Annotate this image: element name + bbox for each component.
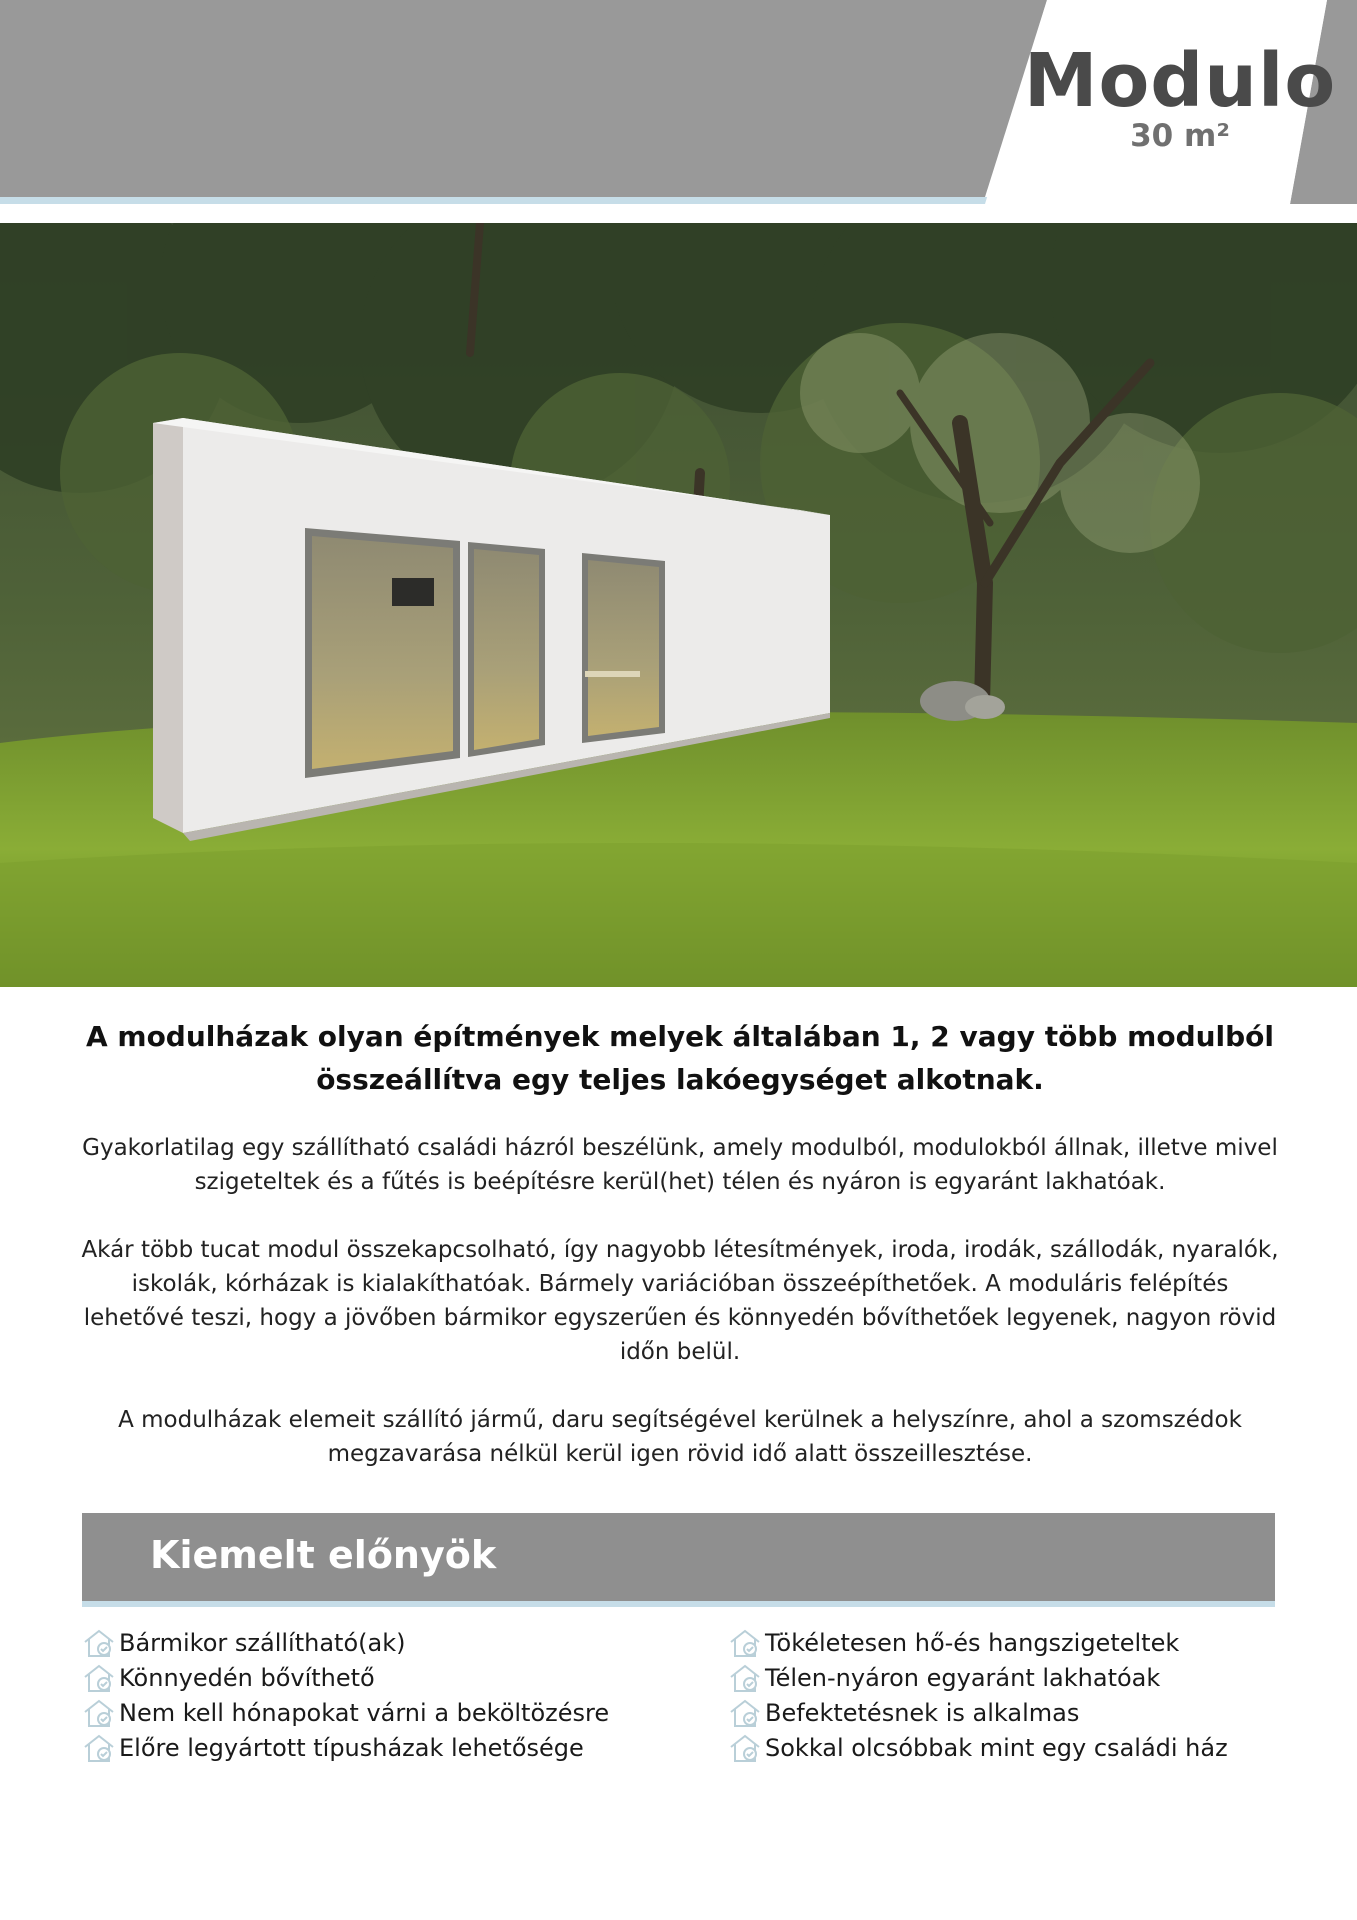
house-check-icon xyxy=(728,1662,762,1694)
house-check-icon xyxy=(82,1662,116,1694)
benefits-title: Kiemelt előnyök xyxy=(150,1533,497,1577)
benefit-item xyxy=(82,1660,609,1695)
benefit-item xyxy=(728,1660,1228,1695)
benefit-item xyxy=(728,1730,1228,1765)
benefit-item xyxy=(82,1730,609,1765)
benefit-label: Sokkal olcsóbbak mint egy családi ház xyxy=(765,1733,1228,1762)
house-area: 30 m² xyxy=(1130,118,1230,154)
house-check-icon xyxy=(82,1697,116,1729)
paragraph-3: A modulházak elemeit szállító jármű, daru segítségével kerülnek a helyszínre, ahol a szomszédok megzavarása nélkül kerül igen rövid idő alatt összeillesztése. xyxy=(118,1407,1242,1467)
benefits-list-right xyxy=(728,1625,1228,1765)
hero-image xyxy=(0,223,1357,987)
benefit-label: Bármikor szállítható(ak) xyxy=(119,1628,406,1657)
benefit-item xyxy=(82,1695,609,1730)
house-check-icon xyxy=(82,1627,116,1659)
house-check-icon xyxy=(728,1697,762,1729)
benefit-label: Télen-nyáron egyaránt lakhatóak xyxy=(765,1663,1161,1692)
benefits-list-left xyxy=(82,1625,609,1765)
benefit-label: Előre legyártott típusházak lehetősége xyxy=(119,1733,584,1762)
paragraph-2: Akár több tucat modul összekapcsolható, így nagyobb létesítmények, iroda, irodák, szállodák, nyaralók, iskolák, kórházak is kialakíthatóak. Bármely variációban összeépíthetőek. A moduláris felépítés lehetővé teszi, hogy a jövőben bármikor egyszerűen és könnyedén bővíthetőek legyenek, nagyon rövid időn belül. xyxy=(81,1237,1279,1365)
benefit-label: Befektetésnek is alkalmas xyxy=(765,1698,1080,1727)
house-check-icon xyxy=(82,1732,116,1764)
house-check-icon xyxy=(728,1627,762,1659)
benefit-label: Tökéletesen hő-és hangszigeteltek xyxy=(765,1628,1180,1657)
benefit-label: Nem kell hónapokat várni a beköltözésre xyxy=(119,1698,610,1727)
intro-heading: A modulházak olyan építmények melyek általában 1, 2 vagy több modulból összeállítva egy teljes lakóegységet alkotnak. xyxy=(85,1020,1275,1096)
brand-title: Modulo xyxy=(1023,38,1337,124)
benefit-label: Könnyedén bővíthető xyxy=(119,1663,375,1692)
benefit-item xyxy=(728,1625,1228,1660)
house-check-icon xyxy=(728,1732,762,1764)
benefit-item xyxy=(728,1695,1228,1730)
benefit-item xyxy=(82,1625,609,1660)
benefits-accent-line xyxy=(82,1601,1275,1607)
paragraph-1: Gyakorlatilag egy szállítható családi házról beszélünk, amely modulból, modulokból állnak, illetve mivel szigeteltek és a fűtés is beépítésre kerül(het) télen és nyáron is egyaránt lakhatóak. xyxy=(82,1135,1278,1195)
